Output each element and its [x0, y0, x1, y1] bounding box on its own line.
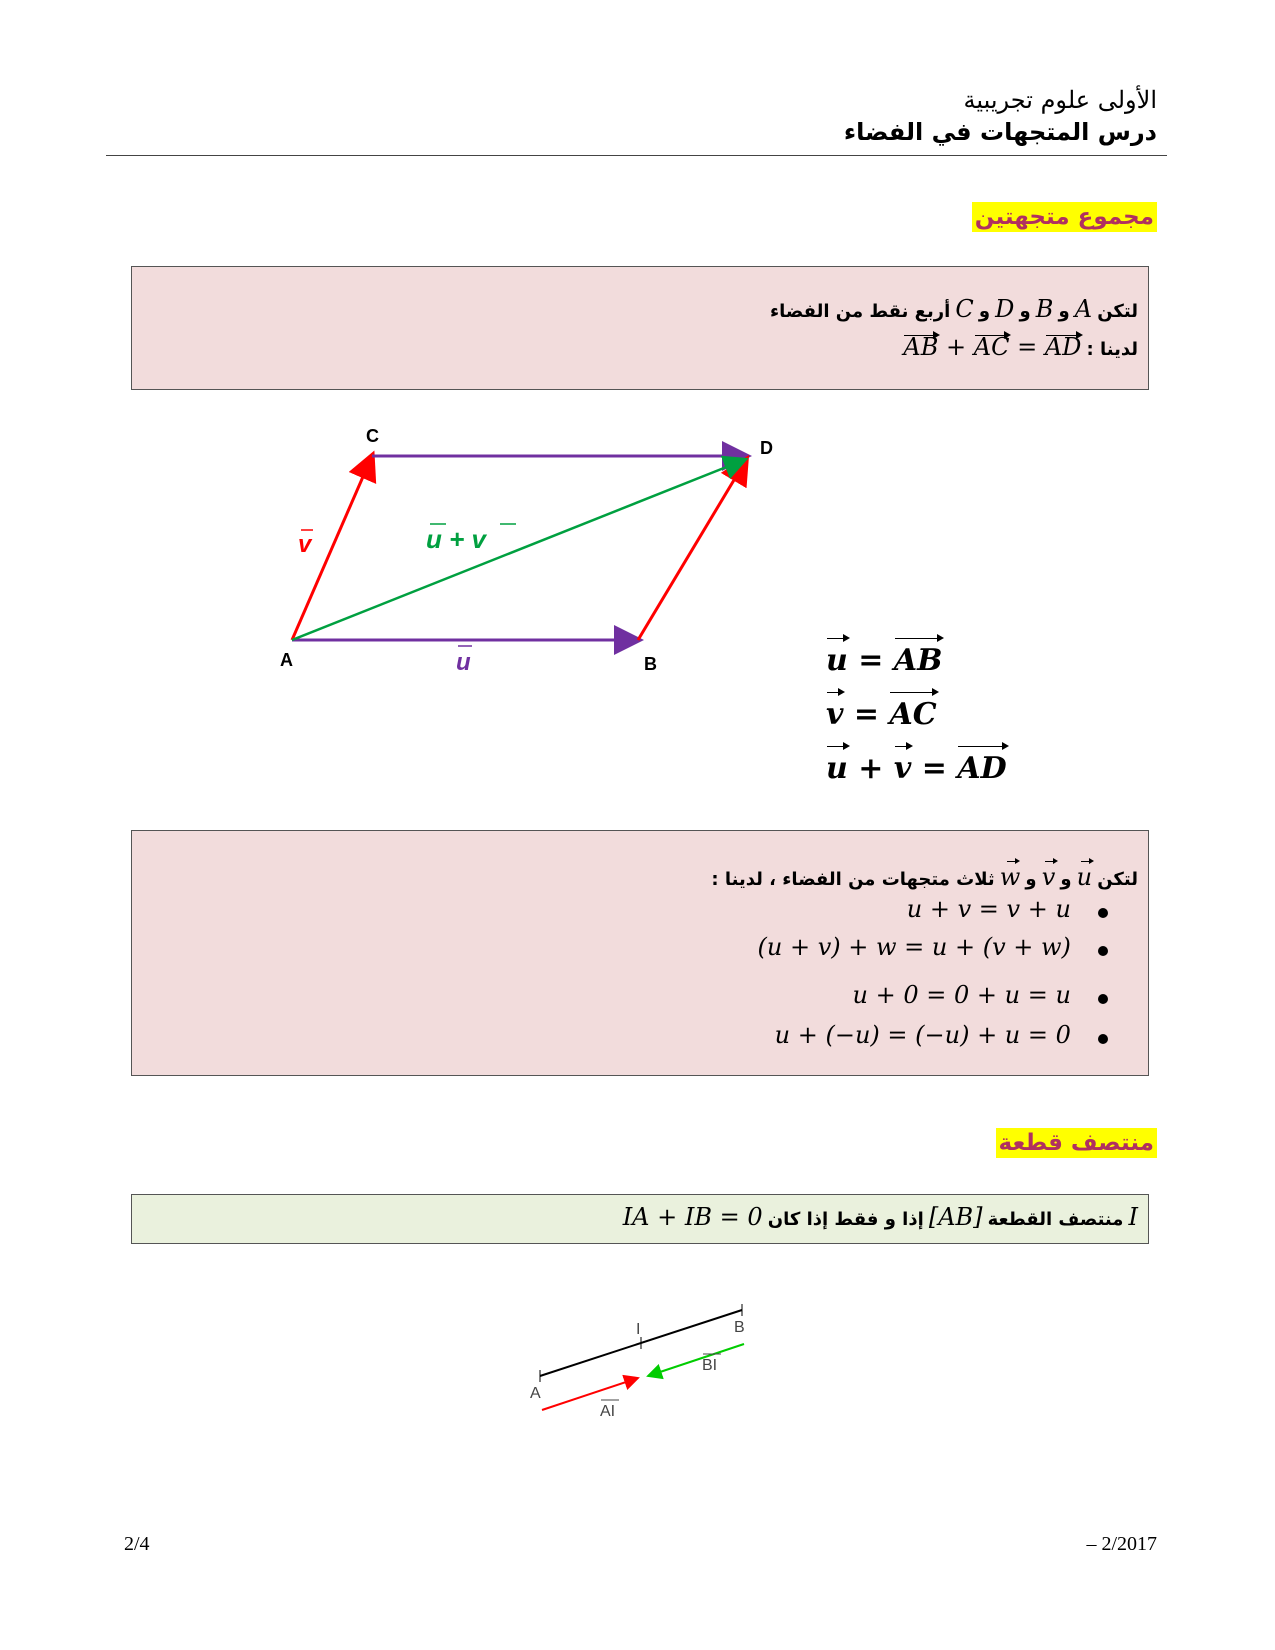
section-title-midpoint: منتصف قطعة: [996, 1128, 1157, 1158]
section-title-vector-sum: مجموع متجهتين: [972, 202, 1157, 232]
equations-panel: [826, 632, 1007, 794]
equation-v: v = AC: [826, 686, 1007, 740]
definition-box-sum: [131, 266, 1149, 390]
bullet-icon: [1098, 946, 1108, 956]
definition-line-points: لتكن A و B و D و C أربع نقط من الفضاء: [769, 295, 1138, 323]
property-associativity: (u + v) + w = u + (v + w): [758, 933, 1109, 961]
bullet-icon: [1098, 908, 1108, 918]
class-level: الأولى علوم تجريبية: [963, 86, 1157, 114]
label-v: v: [298, 531, 312, 558]
midpoint-figure: [520, 1290, 770, 1420]
label-BI: BI: [702, 1357, 718, 1374]
label-A: A: [530, 1385, 541, 1402]
point-B-label: B: [644, 654, 657, 674]
property-commutativity: u + v = v + u: [907, 895, 1108, 923]
point-C-label: C: [366, 426, 379, 446]
property-opposite: u + (−u) = (−u) + u = 0: [775, 1021, 1108, 1049]
label-AI: AI: [600, 1403, 616, 1420]
equation-u: u = AB: [826, 632, 1007, 686]
page-number: 2/4: [124, 1533, 150, 1555]
label-I: I: [636, 1321, 641, 1338]
vector-BI: [648, 1344, 744, 1376]
property-neutral: u + 0 = 0 + u = u: [853, 981, 1108, 1009]
bullet-icon: [1098, 994, 1108, 1004]
vector-BD: [638, 460, 746, 640]
point-D-label: D: [760, 438, 773, 458]
label-B: B: [734, 1319, 745, 1336]
point-A-label: A: [280, 650, 293, 670]
midpoint-formula: IA + IB = 0: [622, 1203, 763, 1231]
parallelogram-figure: [260, 420, 780, 676]
label-u: u: [456, 649, 471, 676]
midpoint-definition-box: [131, 1194, 1149, 1244]
equation-u-plus-v: u + v = AD: [826, 740, 1007, 794]
footer-date: – 2/2017: [1086, 1533, 1157, 1555]
chasles-formula: AB + AC = AD: [903, 329, 1081, 361]
header-divider: [106, 155, 1167, 156]
bullet-icon: [1098, 1034, 1108, 1044]
vector-AI: [542, 1378, 638, 1410]
definition-line-chasles: لدينا : AB + AC = AD: [903, 329, 1138, 361]
lesson-title: درس المتجهات في الفضاء: [843, 118, 1157, 146]
properties-box: [131, 830, 1149, 1076]
midpoint-definition-line: I منتصف القطعة [AB] إذا و فقط إذا كان IA + IB = 0: [622, 1203, 1138, 1231]
properties-intro: لتكن u و v و w ثلاث متجهات من الفضاء ، لدينا :: [711, 863, 1138, 891]
label-u-plus-v: u + v: [426, 524, 486, 554]
